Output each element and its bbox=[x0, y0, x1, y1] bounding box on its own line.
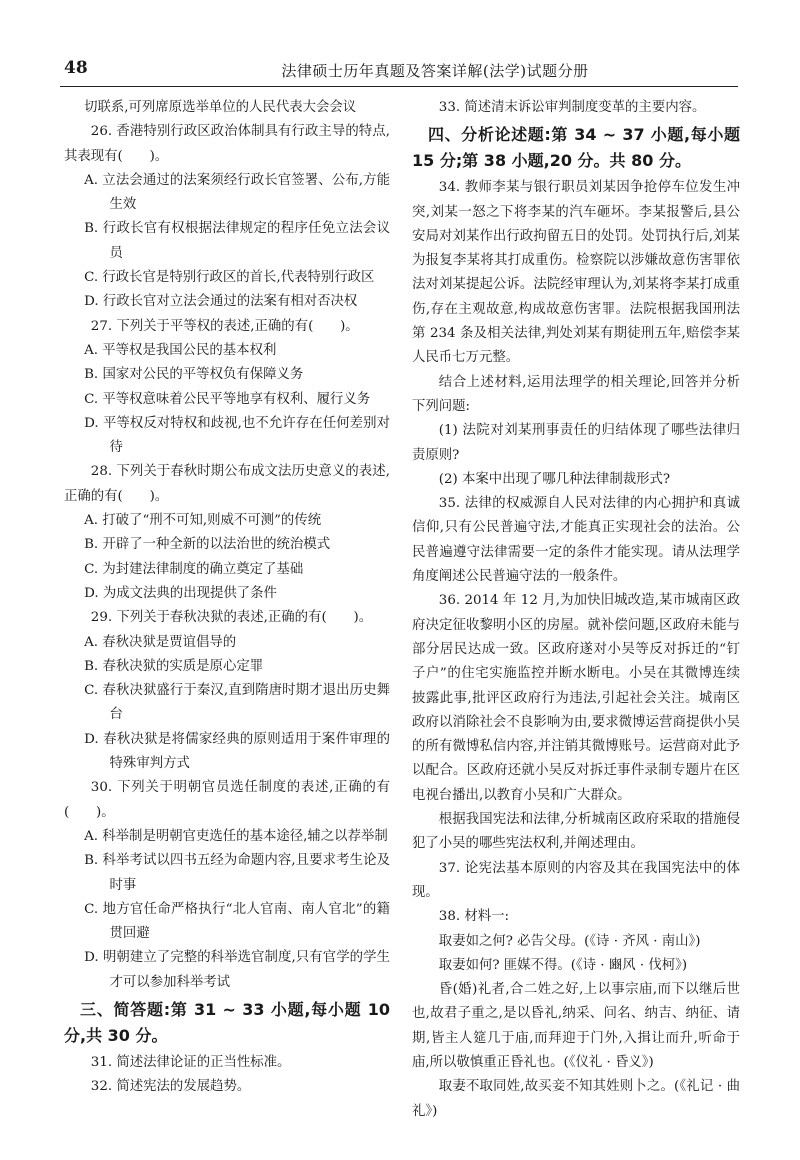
question-26-option-a: A. 立法会通过的法案须经行政长官签署、公布,方能生效 bbox=[84, 172, 390, 213]
question-30-option-d: D. 明朝建立了完整的科举选官制度,只有官学的学生才可以参加科举考试 bbox=[84, 950, 390, 990]
section-4-heading: 四、分析论述题:第 34 ~ 37 小题,每小题 15 分;第 38 小题,20 分。共 80 分。 bbox=[412, 125, 740, 171]
question-38-label: 38. 材料一: bbox=[438, 909, 510, 925]
question-29-option-b: B. 春秋决狱的实质是原心定罪 bbox=[84, 658, 264, 674]
running-title: 法律硕士历年真题及答案详解(法学)试题分册 bbox=[281, 62, 589, 80]
question-28-stem: 28. 下列关于春秋时期公布成文法历史意义的表述,正确的有( )。 bbox=[64, 464, 390, 504]
question-27-option-c: C. 平等权意味着公民平等地享有权利、履行义务 bbox=[84, 391, 371, 407]
question-29-option-d: D. 春秋决狱是将儒家经典的原则适用于案件审理的特殊审判方式 bbox=[84, 731, 390, 772]
question-29-option-a: A. 春秋决狱是贾谊倡导的 bbox=[84, 634, 237, 650]
question-33: 33. 简述清末诉讼审判制度变革的主要内容。 bbox=[438, 100, 706, 115]
question-28-option-a: A. 打破了“刑不可知,则威不可测”的传统 bbox=[84, 513, 322, 529]
question-26-option-c: C. 行政长官是特别行政区的首长,代表特别行政区 bbox=[84, 270, 375, 286]
question-36-stem: 36. 2014 年 12 月,为加快旧城改造,某市城南区政府决定征收黎明小区的房屋。就补偿问题,区政府未能与部分居民达成一致。区政府遂对小吴等反对拆迁的“钉子户”的住宅实施监控并断水断电。小吴在其微博连续披露此事,批评区政府行为违法,引起社会关注。城南区政府以消除社会不良影响为由,要求微博运营商提供小吴的所有微博私信内容,并注销其微博账号。运营商对此予以配合。区政府还就小吴反对拆迁事件录制专题片在区电视台播出,以教育小吴和广大群众。 bbox=[412, 593, 740, 803]
question-30-option-b: B. 科举考试以四书五经为命题内容,且要求考生论及时事 bbox=[84, 853, 390, 893]
question-35: 35. 法律的权威源自人民对法律的内心拥护和真诚信仰,只有公民普遍守法,才能真正实现社会的法治。公民普遍遵守法律需要一定的条件才能实现。请从法理学角度阐述公民普遍守法的一般条件。 bbox=[412, 496, 740, 585]
question-38-quote-1: 取妻如之何? 必告父母。(《诗 · 齐风 · 南山》) bbox=[438, 933, 701, 949]
question-30-option-a: A. 科举制是明朝官吏选任的基本途径,辅之以荐举制 bbox=[84, 828, 388, 844]
left-column bbox=[64, 96, 390, 1100]
question-38-quote-2: 取妻如何? 匪媒不得。(《诗 · 豳风 · 伐柯》) bbox=[438, 957, 688, 973]
question-27-option-b: B. 国家对公民的平等权负有保障义务 bbox=[84, 367, 304, 383]
question-27-option-a: A. 平等权是我国公民的基本权利 bbox=[84, 342, 277, 358]
question-32: 32. 简述宪法的发展趋势。 bbox=[90, 1079, 251, 1095]
question-29-option-c: C. 春秋决狱盛行于秦汉,直到隋唐时期才退出历史舞台 bbox=[84, 683, 390, 723]
question-27-option-d: D. 平等权反对特权和歧视,也不允许存在任何差别对待 bbox=[84, 415, 390, 456]
question-34-prompt: 结合上述材料,运用法理学的相关理论,回答并分析下列问题: bbox=[412, 374, 740, 414]
question-31: 31. 简述法律论证的正当性标准。 bbox=[90, 1054, 291, 1070]
question-27-stem: 27. 下列关于平等权的表述,正确的有( )。 bbox=[90, 318, 359, 334]
question-26-option-d: D. 行政长官对立法会通过的法案有相对否决权 bbox=[84, 294, 358, 310]
header-rule bbox=[60, 86, 738, 87]
question-29-stem: 29. 下列关于春秋决狱的表述,正确的有( )。 bbox=[90, 610, 373, 626]
question-34-sub-2: (2) 本案中出现了哪几种法律制裁形式? bbox=[438, 471, 671, 487]
question-30-option-c: C. 地方官任命严格执行“北人官南、南人官北”的籍贯回避 bbox=[84, 901, 390, 942]
question-26-stem: 26. 香港特别行政区政治体制具有行政主导的特点,其表现有( )。 bbox=[64, 124, 390, 164]
question-28-option-b: B. 开辟了一种全新的以法治世的统治模式 bbox=[84, 537, 331, 553]
question-38-quote-3: 昏(婚)礼者,合二姓之好,上以事宗庙,而下以继后世也,故君子重之,是以昏礼,纳采、问名、纳吉、纳征、请期,皆主人筵几于庙,而拜迎于门外,入揖让而升,听命于庙,所以敬慎重正昏礼也。(《仪礼 · 昏义》) bbox=[412, 982, 740, 1070]
question-37: 37. 论宪法基本原则的内容及其在我国宪法中的体现。 bbox=[412, 860, 740, 900]
question-28-option-c: C. 为封建法律制度的确立奠定了基础 bbox=[84, 561, 304, 577]
section-3-heading: 三、简答题:第 31 ~ 33 小题,每小题 10 分,共 30 分。 bbox=[64, 999, 390, 1045]
page-number: 48 bbox=[64, 58, 88, 78]
question-28-option-d: D. 为成文法典的出现提供了条件 bbox=[84, 585, 277, 601]
question-34-sub-1: (1) 法院对刘某刑事责任的归结体现了哪些法律归责原则? bbox=[412, 423, 740, 463]
question-38-quote-4: 取妻不取同姓,故买妾不知其姓则卜之。(《礼记 · 曲礼》) bbox=[412, 1079, 740, 1119]
right-column bbox=[412, 96, 740, 1124]
question-36-prompt: 根据我国宪法和法律,分析城南区政府采取的措施侵犯了小吴的哪些宪法权利,并阐述理由。 bbox=[412, 812, 740, 852]
question-30-stem: 30. 下列关于明朝官员选任制度的表述,正确的有( )。 bbox=[64, 780, 390, 820]
question-25-tail: 切联系,可列席原选举单位的人民代表大会会议 bbox=[84, 100, 357, 115]
question-34-stem: 34. 教师李某与银行职员刘某因争抢停车位发生冲突,刘某一怒之下将李某的汽车砸坏。李某报警后,县公安局对刘某作出行政拘留五日的处罚。处罚执行后,刘某为报复李某将其打成重伤。检察院以涉嫌故意伤害罪依法对刘某提起公诉。法院经审理认为,刘某将李某打成重伤,存在主观故意,构成故意伤害罪。法院根据我国刑法第 234 条及相关法律,判处刘某有期徒刑五年,赔偿李某人民币七万元整。 bbox=[412, 180, 740, 366]
question-26-option-b: B. 行政长官有权根据法律规定的程序任免立法会议员 bbox=[84, 221, 390, 261]
